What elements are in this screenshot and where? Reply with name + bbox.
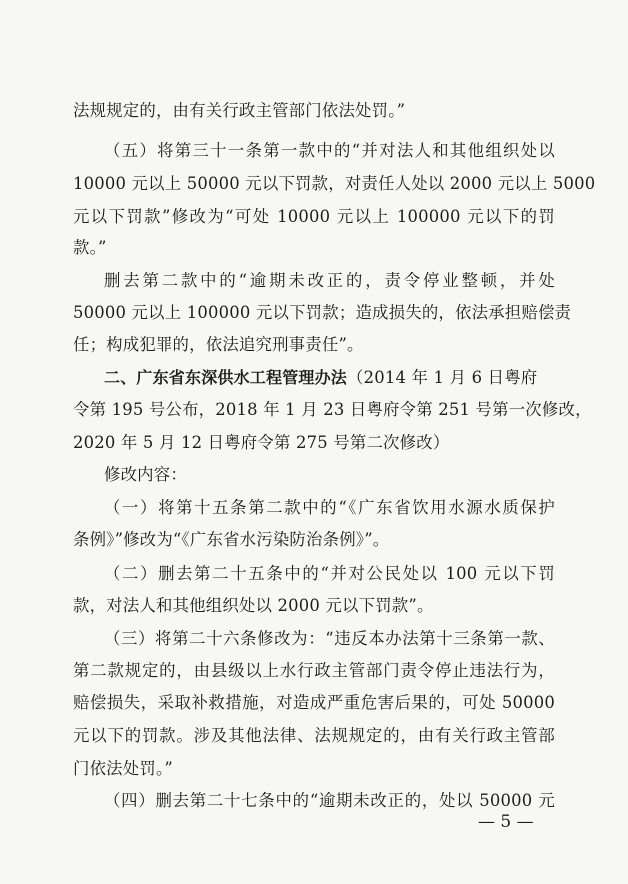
paragraph-line: （三）将第二十六条修改为：“违反本办法第十三条第一款、 (104, 629, 555, 648)
paragraph-line: 修改内容： (104, 465, 187, 484)
paragraph-line: （一）将第十五条第二款中的“《广东省饮用水源水质保护 (104, 498, 555, 517)
paragraph-line: 第二款规定的，由县级以上水行政主管部门责令停止违法行为， (73, 661, 555, 680)
paragraph-line: 款。” (73, 238, 107, 257)
paragraph-line: 2020 年 5 月 12 日粤府令第 275 号第二次修改） (73, 433, 450, 452)
heading-line (104, 368, 555, 388)
paragraph-line: 赔偿损失，采取补救措施，对造成严重危害后果的，可处 50000 (73, 693, 555, 712)
paragraph-line: 法规规定的，由有关行政主管部门依法处罚。” (73, 101, 406, 120)
paragraph-line: 50000 元以上 100000 元以下罚款；造成损失的，依法承担赔偿责 (73, 303, 572, 322)
paragraph-line: （五）将第三十一条第一款中的“并对法人和其他组织处以 (104, 141, 555, 160)
paragraph-line: （四）删去第二十七条中的“逾期未改正的，处以 50000 元 (104, 791, 555, 810)
paragraph-line: 元以下罚款”修改为“可处 10000 元以上 100000 元以下的罚 (73, 207, 555, 226)
paragraph-line: 款，对法人和其他组织处以 2000 元以下罚款”。 (73, 596, 434, 615)
paragraph-line: 10000 元以上 50000 元以下罚款，对责任人处以 2000 元以上 5000 (73, 174, 596, 193)
paragraph-line: 门依法处罚。” (73, 759, 173, 778)
paragraph-line: （二）删去第二十五条中的“并对公民处以 100 元以下罚 (104, 564, 555, 583)
paragraph-line: 任；构成犯罪的，依法追究刑事责任”。 (73, 335, 364, 354)
paragraph-line: 条例》”修改为“《广东省水污染防治条例》”。 (73, 530, 390, 549)
paragraph-line: 删去第二款中的“逾期未改正的，责令停业整顿，并处 (104, 271, 555, 290)
paragraph-line: 令第 195 号公布，2018 年 1 月 23 日粤府令第 251 号第一次修改， (73, 400, 592, 419)
section-heading: 二、广东省东深供水工程管理办法 (104, 368, 348, 387)
heading-note: （2014 年 1 月 6 日粤府 (347, 368, 538, 387)
paragraph-line: 元以下的罚款。涉及其他法律、法规规定的，由有关行政主管部 (73, 726, 555, 745)
page-number: — 5 — (478, 812, 534, 832)
